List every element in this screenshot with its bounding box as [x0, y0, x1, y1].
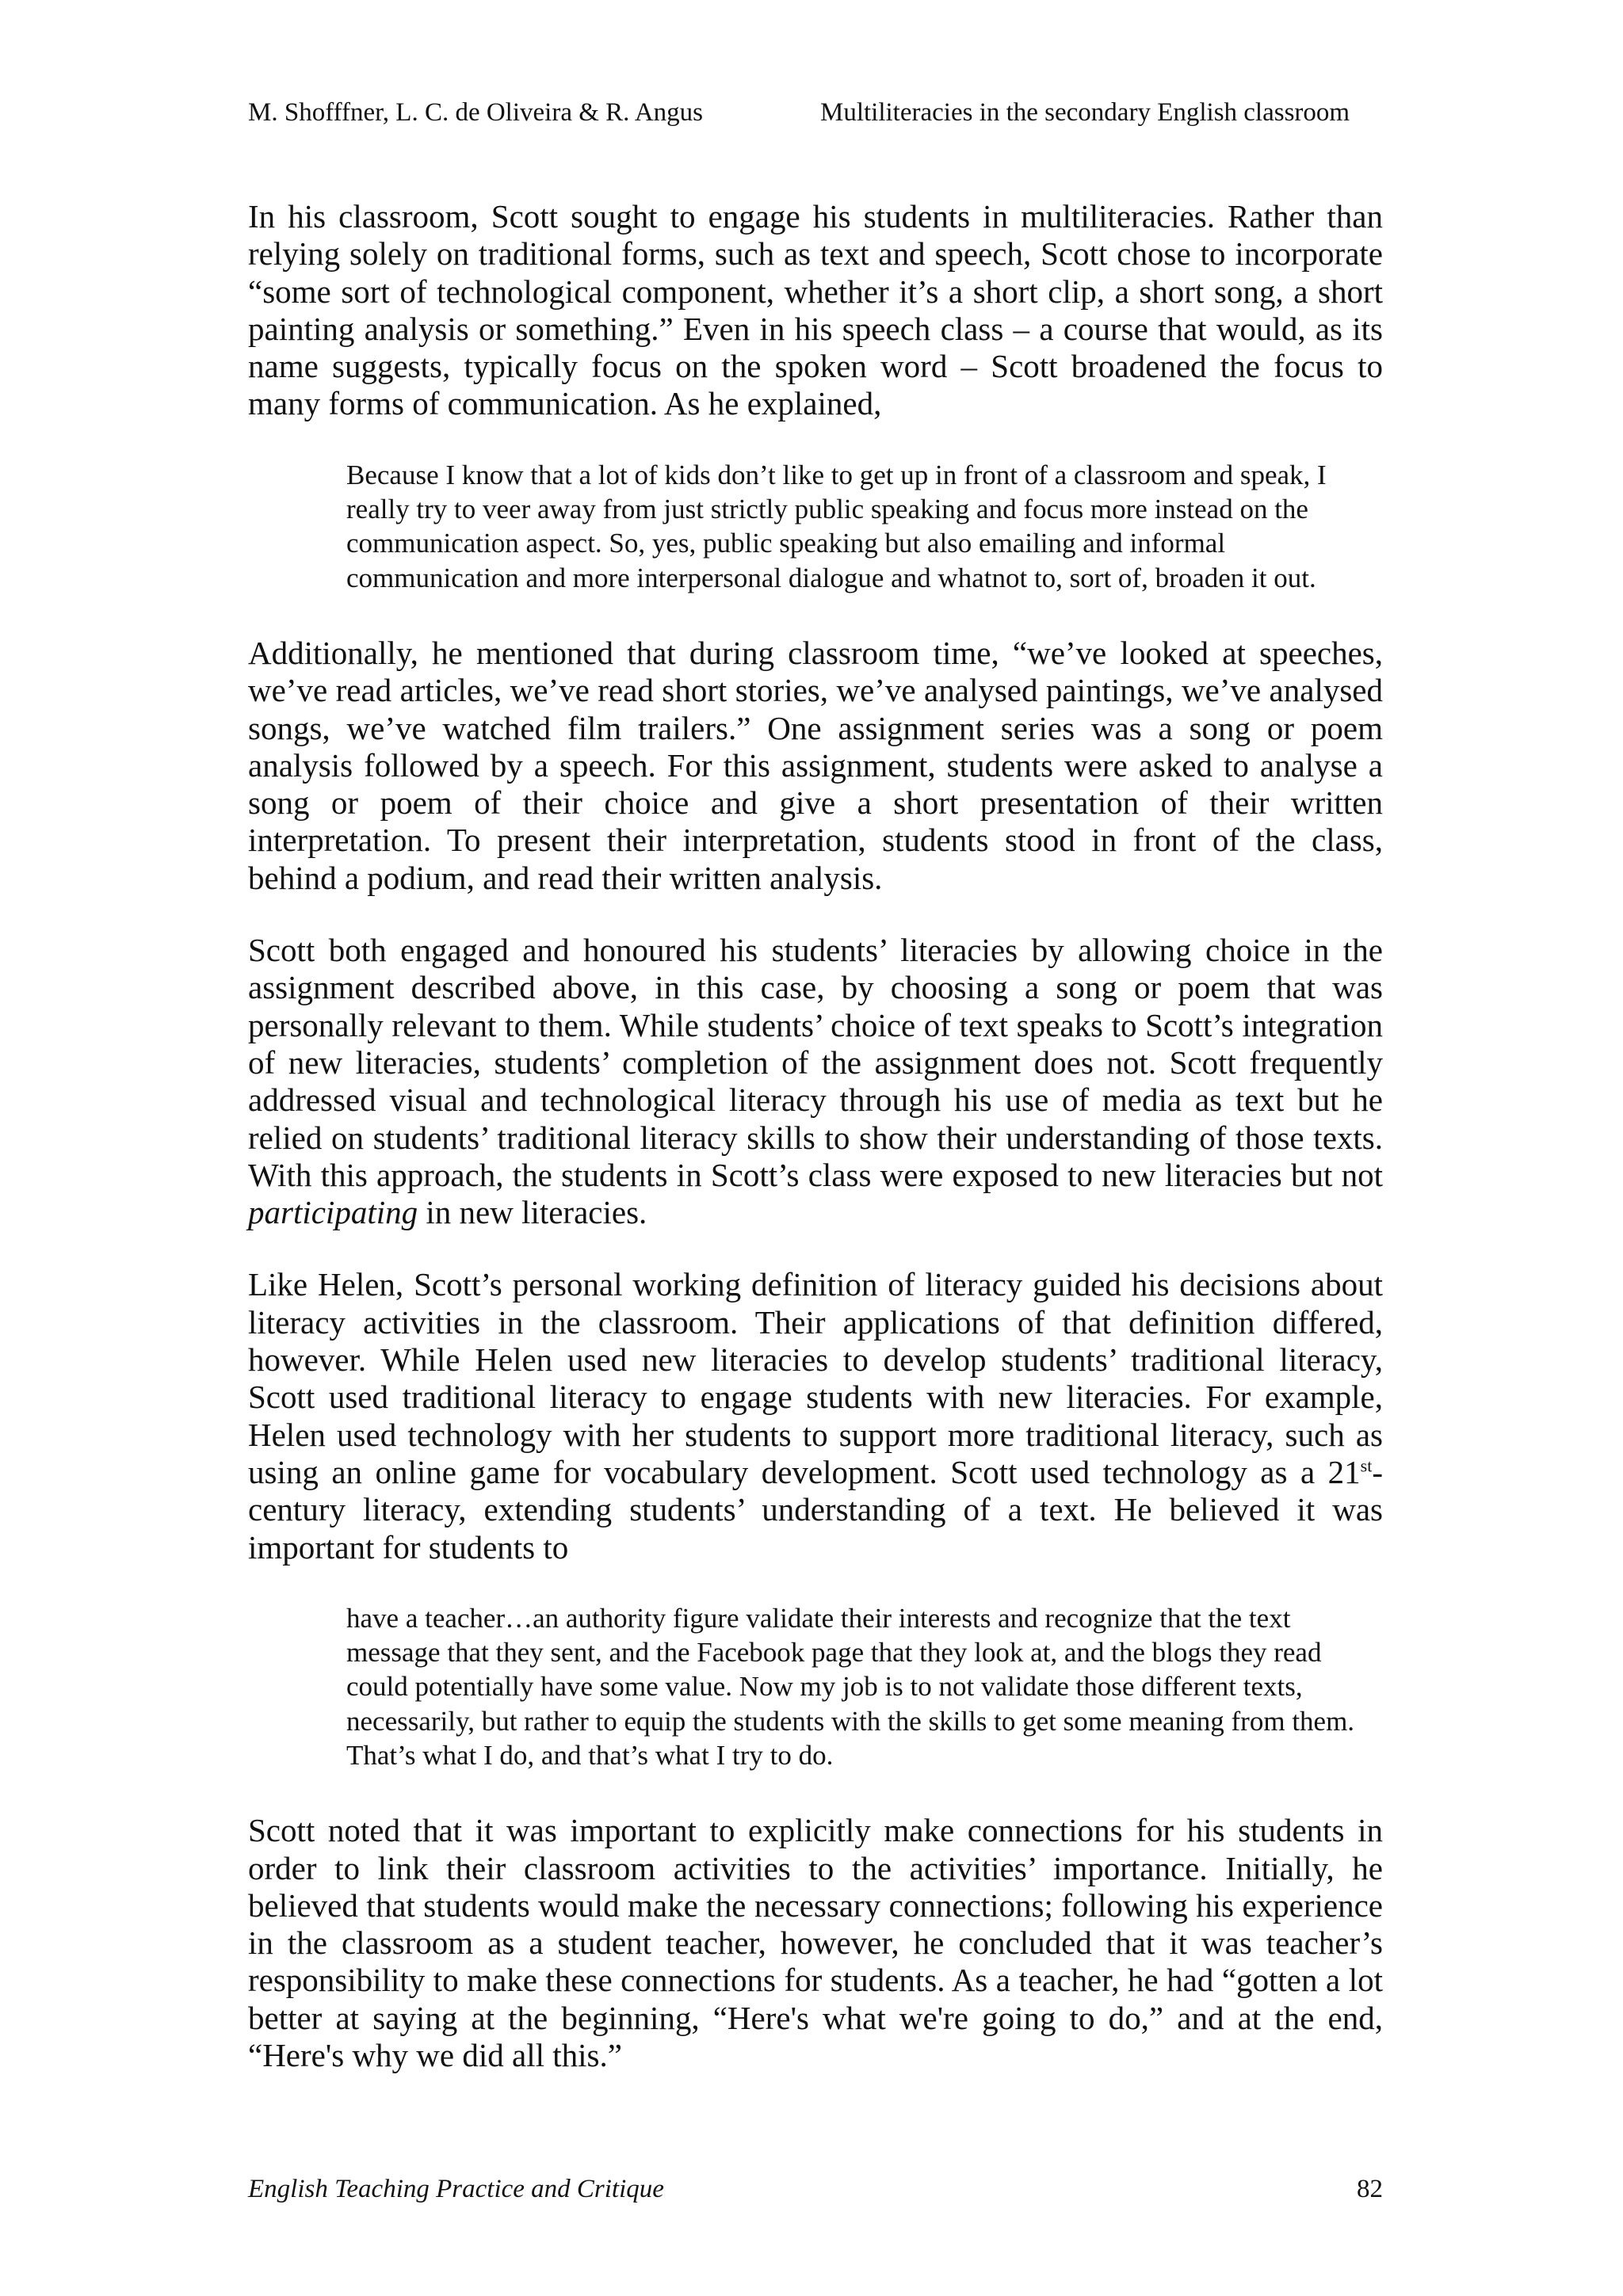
header-short-title: Multiliteracies in the secondary English classroom [820, 98, 1350, 127]
header-authors: M. Shofffner, L. C. de Oliveira & R. Angus [248, 98, 704, 127]
emphasis-participating: participating [248, 1194, 418, 1231]
block-quote-1: Because I know that a lot of kids don’t like to get up in front of a classroom and speak, I really try to veer away from just strictly public speaking and focus more instead on the communication aspect. So, yes, public speaking but also emailing and informal communication and more interpersonal dialogue and whatnot to, sort of, broaden it out. [346, 459, 1327, 593]
paragraph-3 [248, 932, 1383, 1231]
paragraph-5: Scott noted that it was important to explicitly make connections for his students in order to link their classroom activities to the activities’ importance. Initially, he believed that students would make the necessary connections; following his experience in the classroom as a student teacher, however, he concluded that it was teacher’s responsibility to make these connections for students. As a teacher, he had “gotten a lot better at saying at the beginning, “Here's what we're going to do,” and at the end, “Here's why we did all this.” [248, 1812, 1383, 2074]
page-number: 82 [1357, 2175, 1383, 2203]
block-quote-2: have a teacher…an authority figure validate their interests and recognize that the text message that they sent, and the Facebook page that they look at, and the blogs they read could potentially have some value. Now my job is to not validate those different texts, necessarily, but rather to equip the students with the skills to get some meaning from them. That’s what I do, and that’s what I try to do. [346, 1602, 1355, 1771]
body-text [248, 198, 1383, 2074]
paragraph-3-text-end: in new literacies. [418, 1194, 647, 1231]
paragraph-1: In his classroom, Scott sought to engage his students in multiliteracies. Rather than relying solely on traditional forms, such as text and speech, Scott chose to incorporate “some sort of technological component, whether it’s a short clip, a short song, a short painting analysis or something.” Even in his speech class – a course that would, as its name suggests, typically focus on the spoken word – Scott broadened the focus to many forms of communication. As he explained, [248, 198, 1383, 422]
paragraph-4-text: Like Helen, Scott’s personal working definition of literacy guided his decisions about literacy activities in the classroom. Their applications of that definition differed, however. While Helen used new literacies to develop students’ traditional literacy, Scott used traditional literacy to engage students with new literacies. For example, Helen used technology with her students to support more traditional literacy, such as using an online game for vocabulary development. Scott used technology as a 21 [248, 1266, 1383, 1490]
paragraph-4-text-end: -century literacy, extending students’ understanding of a text. He believed it was important for students to [248, 1453, 1383, 1566]
paragraph-3-text: Scott both engaged and honoured his students’ literacies by allowing choice in the assignment described above, in this case, by choosing a song or poem that was personally relevant to them. While students’ choice of text speaks to Scott’s integration of new literacies, students’ completion of the assignment does not. Scott frequently addressed visual and technological literacy through his use of media as text but he relied on students’ traditional literacy skills to show their understanding of those texts. With this approach, the students in Scott’s class were exposed to new literacies but not [248, 932, 1383, 1193]
paragraph-2: Additionally, he mentioned that during classroom time, “we’ve looked at speeches, we’ve read articles, we’ve read short stories, we’ve analysed paintings, we’ve analysed songs, we’ve watched film trailers.” One assignment series was a song or poem analysis followed by a speech. For this assignment, students were asked to analyse a song or poem of their choice and give a short presentation of their written interpretation. To present their interpretation, students stood in front of the class, behind a podium, and read their written analysis. [248, 634, 1383, 896]
paragraph-4 [248, 1266, 1383, 1566]
footer-journal-title: English Teaching Practice and Critique [248, 2175, 664, 2203]
superscript-st: st [1360, 1455, 1373, 1476]
